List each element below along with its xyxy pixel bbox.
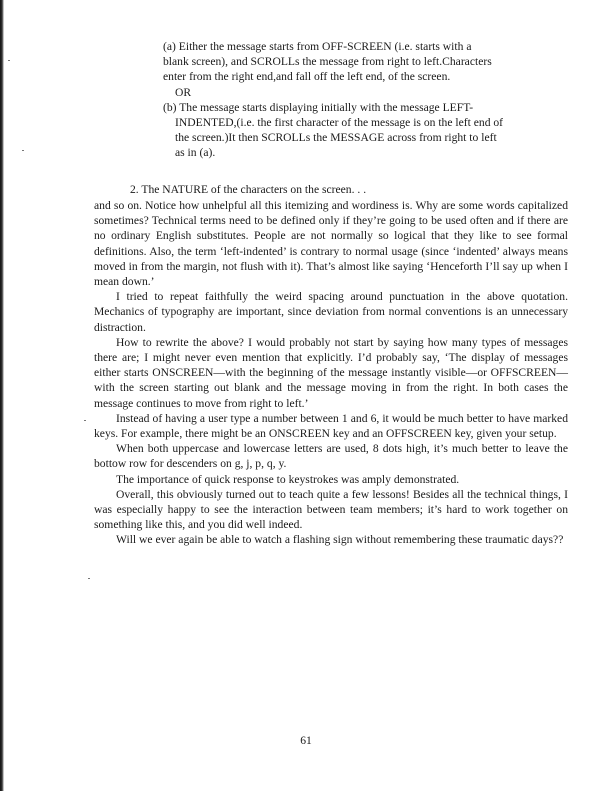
commentary [94,198,568,548]
quote-item-b-line: (b) The message starts displaying initially with the message LEFT- [163,100,474,114]
quoted-passage [163,39,571,161]
paragraph: and so on. Notice how unhelpful all this itemizing and wordiness is. Why are some words capitalized sometimes? Technical terms need to be defined only if they’re going to be used often and if there are no ordinary English substitutes. People are not normally so logical that they like to see formal definitions. Also, the term ‘left-indented’ is contrary to normal usage (since ‘indented’ always means moved in from the margin, not flush with it). That’s almost like saying ‘Henceforth I’ll say up when I mean down.’ [94,199,568,289]
scan-speck [88,578,90,579]
scan-speck [8,60,10,61]
paragraph: When both uppercase and lowercase letters are used, 8 dots high, it’s much better to leave the bottow row for descenders on g, j, p, q, y. [94,442,568,471]
scan-edge [0,0,4,791]
scan-speck [84,420,86,421]
quote-or: OR [175,85,192,99]
quote-item-a-line: blank screen), and SCROLLs the message from right to left.Characters [163,55,492,69]
page-number: 61 [300,734,312,747]
quote-item-b-line: the screen.)It then SCROLLs the MESSAGE across from right to left [175,131,497,145]
quote-item-b-line: as in (a). [175,146,216,160]
paragraph: How to rewrite the above? I would probably not start by saying how many types of messages there are; I might never even mention that explicitly. I’d probably say, ‘The display of messages either starts ONSCREEN—with the beginning of the message instantly visible—or OFFSCREEN—with the screen starting out blank and the message moving in from the right. In both cases the message continues to move from right to left.’ [94,335,568,410]
paragraph: Overall, this obviously turned out to teach quite a few lessons! Besides all the technical things, I was especially happy to see the interaction between team members; it’s hard to work together on something like this, and you did well indeed. [94,487,568,532]
paragraph: Instead of having a user type a number between 1 and 6, it would be much better to have marked keys. For example, there might be an ONSCREEN key and an OFFSCREEN key, given your setup. [94,411,568,441]
quote-item-a-line: (a) Either the message starts from OFF-SCREEN (i.e. starts with a [163,40,472,53]
quote-item-a-line: enter from the right end,and fall off the left end, of the screen. [163,70,451,84]
scan-speck [22,150,24,151]
paragraph: The importance of quick response to keystrokes was amply demonstrated. [116,472,460,486]
paragraph: Will we ever again be able to watch a flashing sign without remembering these traumatic days?? [116,533,564,547]
quote-item-2: 2. The NATURE of the characters on the screen. . . [130,183,367,196]
paragraph: I tried to repeat faithfully the weird spacing around punctuation in the above quotation. Mechanics of typography are important, since deviation from normal conventions is an unnecessary distraction. [94,290,568,334]
quote-item-b-line: INDENTED,(i.e. the first character of the message is on the left end of [175,116,504,130]
